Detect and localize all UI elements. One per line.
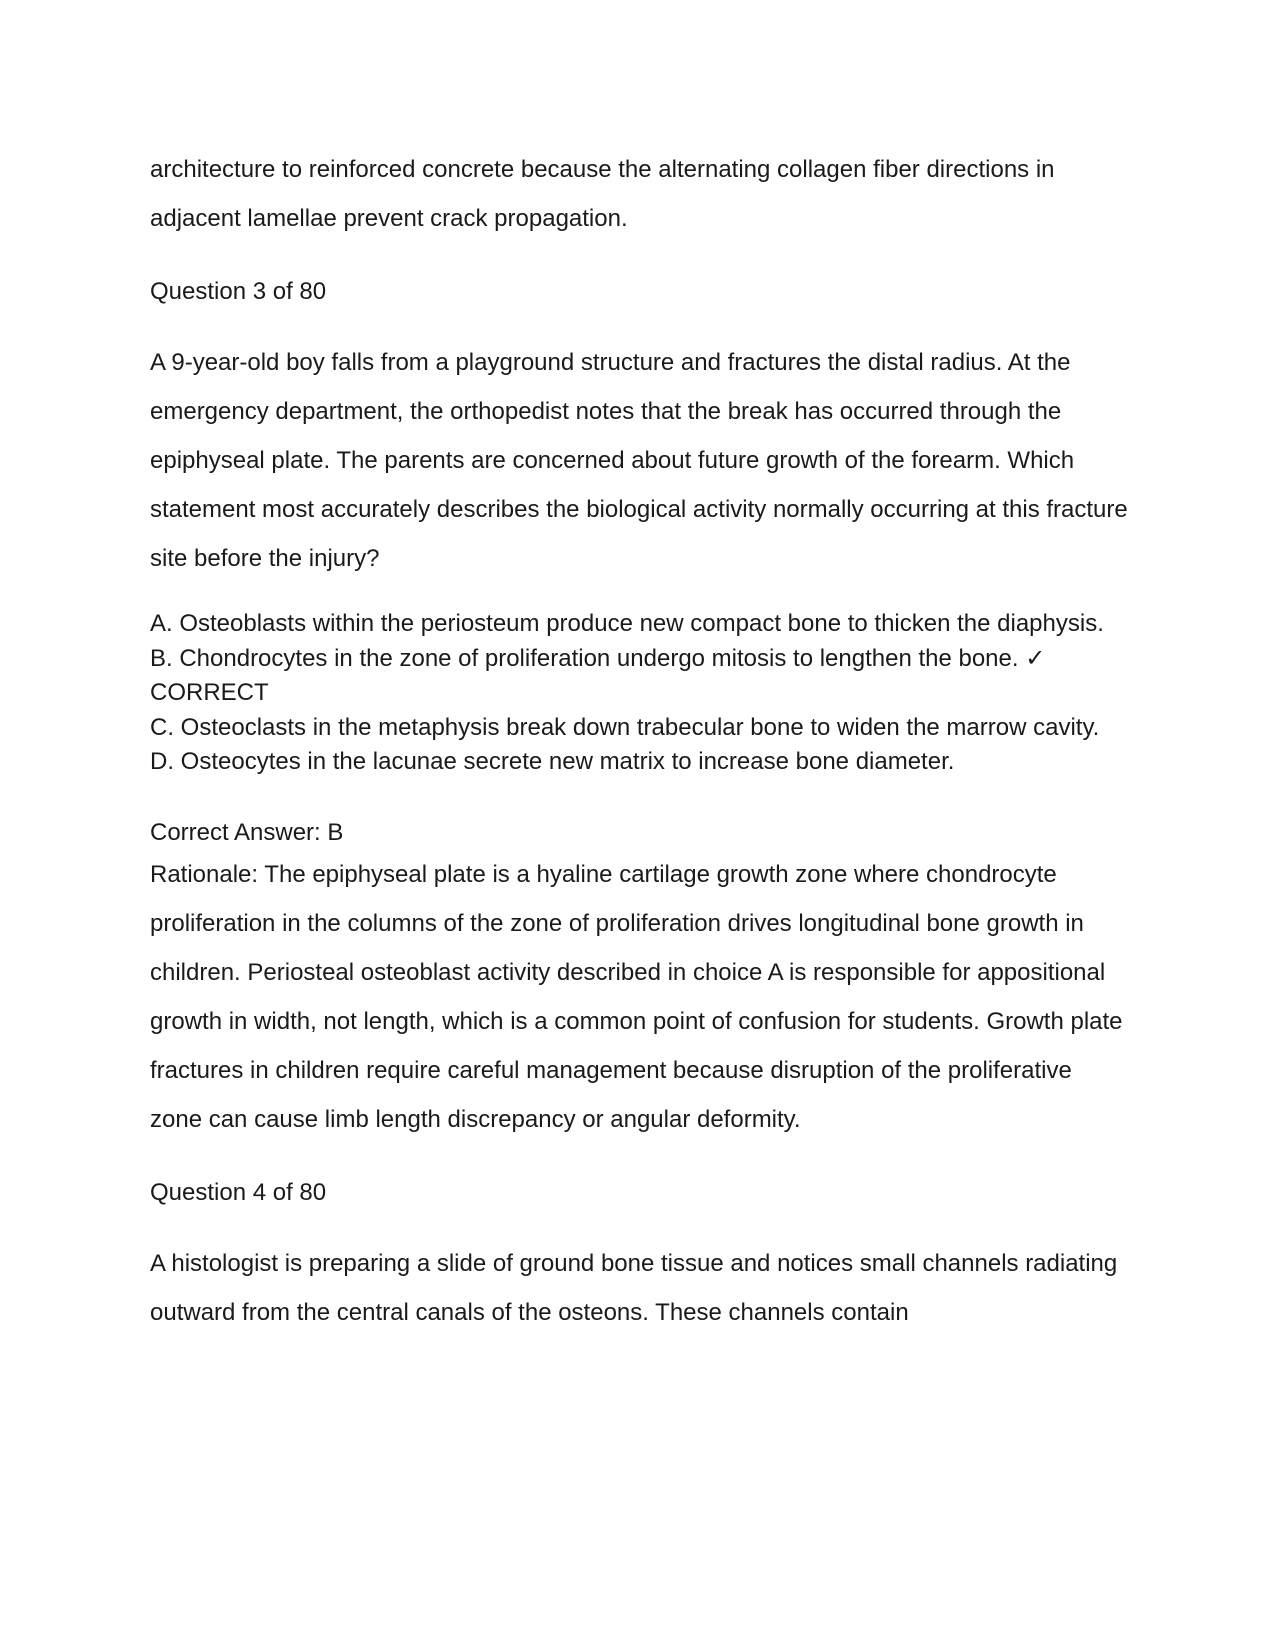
continued-rationale-text: architecture to reinforced concrete because the alternating collagen fiber directions in adjacent lamellae prevent crack propagation. <box>150 156 1055 232</box>
question-4-header: Question 4 of 80 <box>150 1178 327 1206</box>
document-body <box>150 145 1130 1337</box>
question-3-stem: A 9-year-old boy falls from a playground structure and fractures the distal radius. At the emergency department, the orthopedist notes that the break has occurred through the epiphyseal plate. The parents are concerned about future growth of the forearm. Which statement most accurately describes the biological activity normally occurring at this fracture site before the injury? <box>150 349 1128 572</box>
option-c: C. Osteoclasts in the metaphysis break down trabecular bone to widen the marrow cavity. <box>150 713 1100 741</box>
option-b: B. Chondrocytes in the zone of proliferation undergo mitosis to lengthen the bone. ✓ CORRECT <box>150 644 1046 706</box>
question-3-header: Question 3 of 80 <box>150 278 327 305</box>
correct-answer: Correct Answer: B <box>150 818 344 846</box>
question-4-stem: A histologist is preparing a slide of ground bone tissue and notices small channels radiating outward from the central canals of the osteons. These channels contain <box>150 1249 1118 1326</box>
rationale-text: Rationale: The epiphyseal plate is a hyaline cartilage growth zone where chondrocyte proliferation in the columns of the zone of proliferation drives longitudinal bone growth in children. Periosteal osteoblast activity described in choice A is responsible for appositional growth in width, not length, which is a common point of confusion for students. Growth plate fractures in children require careful management because disruption of the proliferative zone can cause limb length discrepancy or angular deformity. <box>150 860 1123 1133</box>
option-a: A. Osteoblasts within the periosteum produce new compact bone to thicken the diaphysis. <box>150 610 1104 637</box>
question-3-options <box>150 607 1130 780</box>
option-d: D. Osteocytes in the lacunae secrete new matrix to increase bone diameter. <box>150 748 955 775</box>
